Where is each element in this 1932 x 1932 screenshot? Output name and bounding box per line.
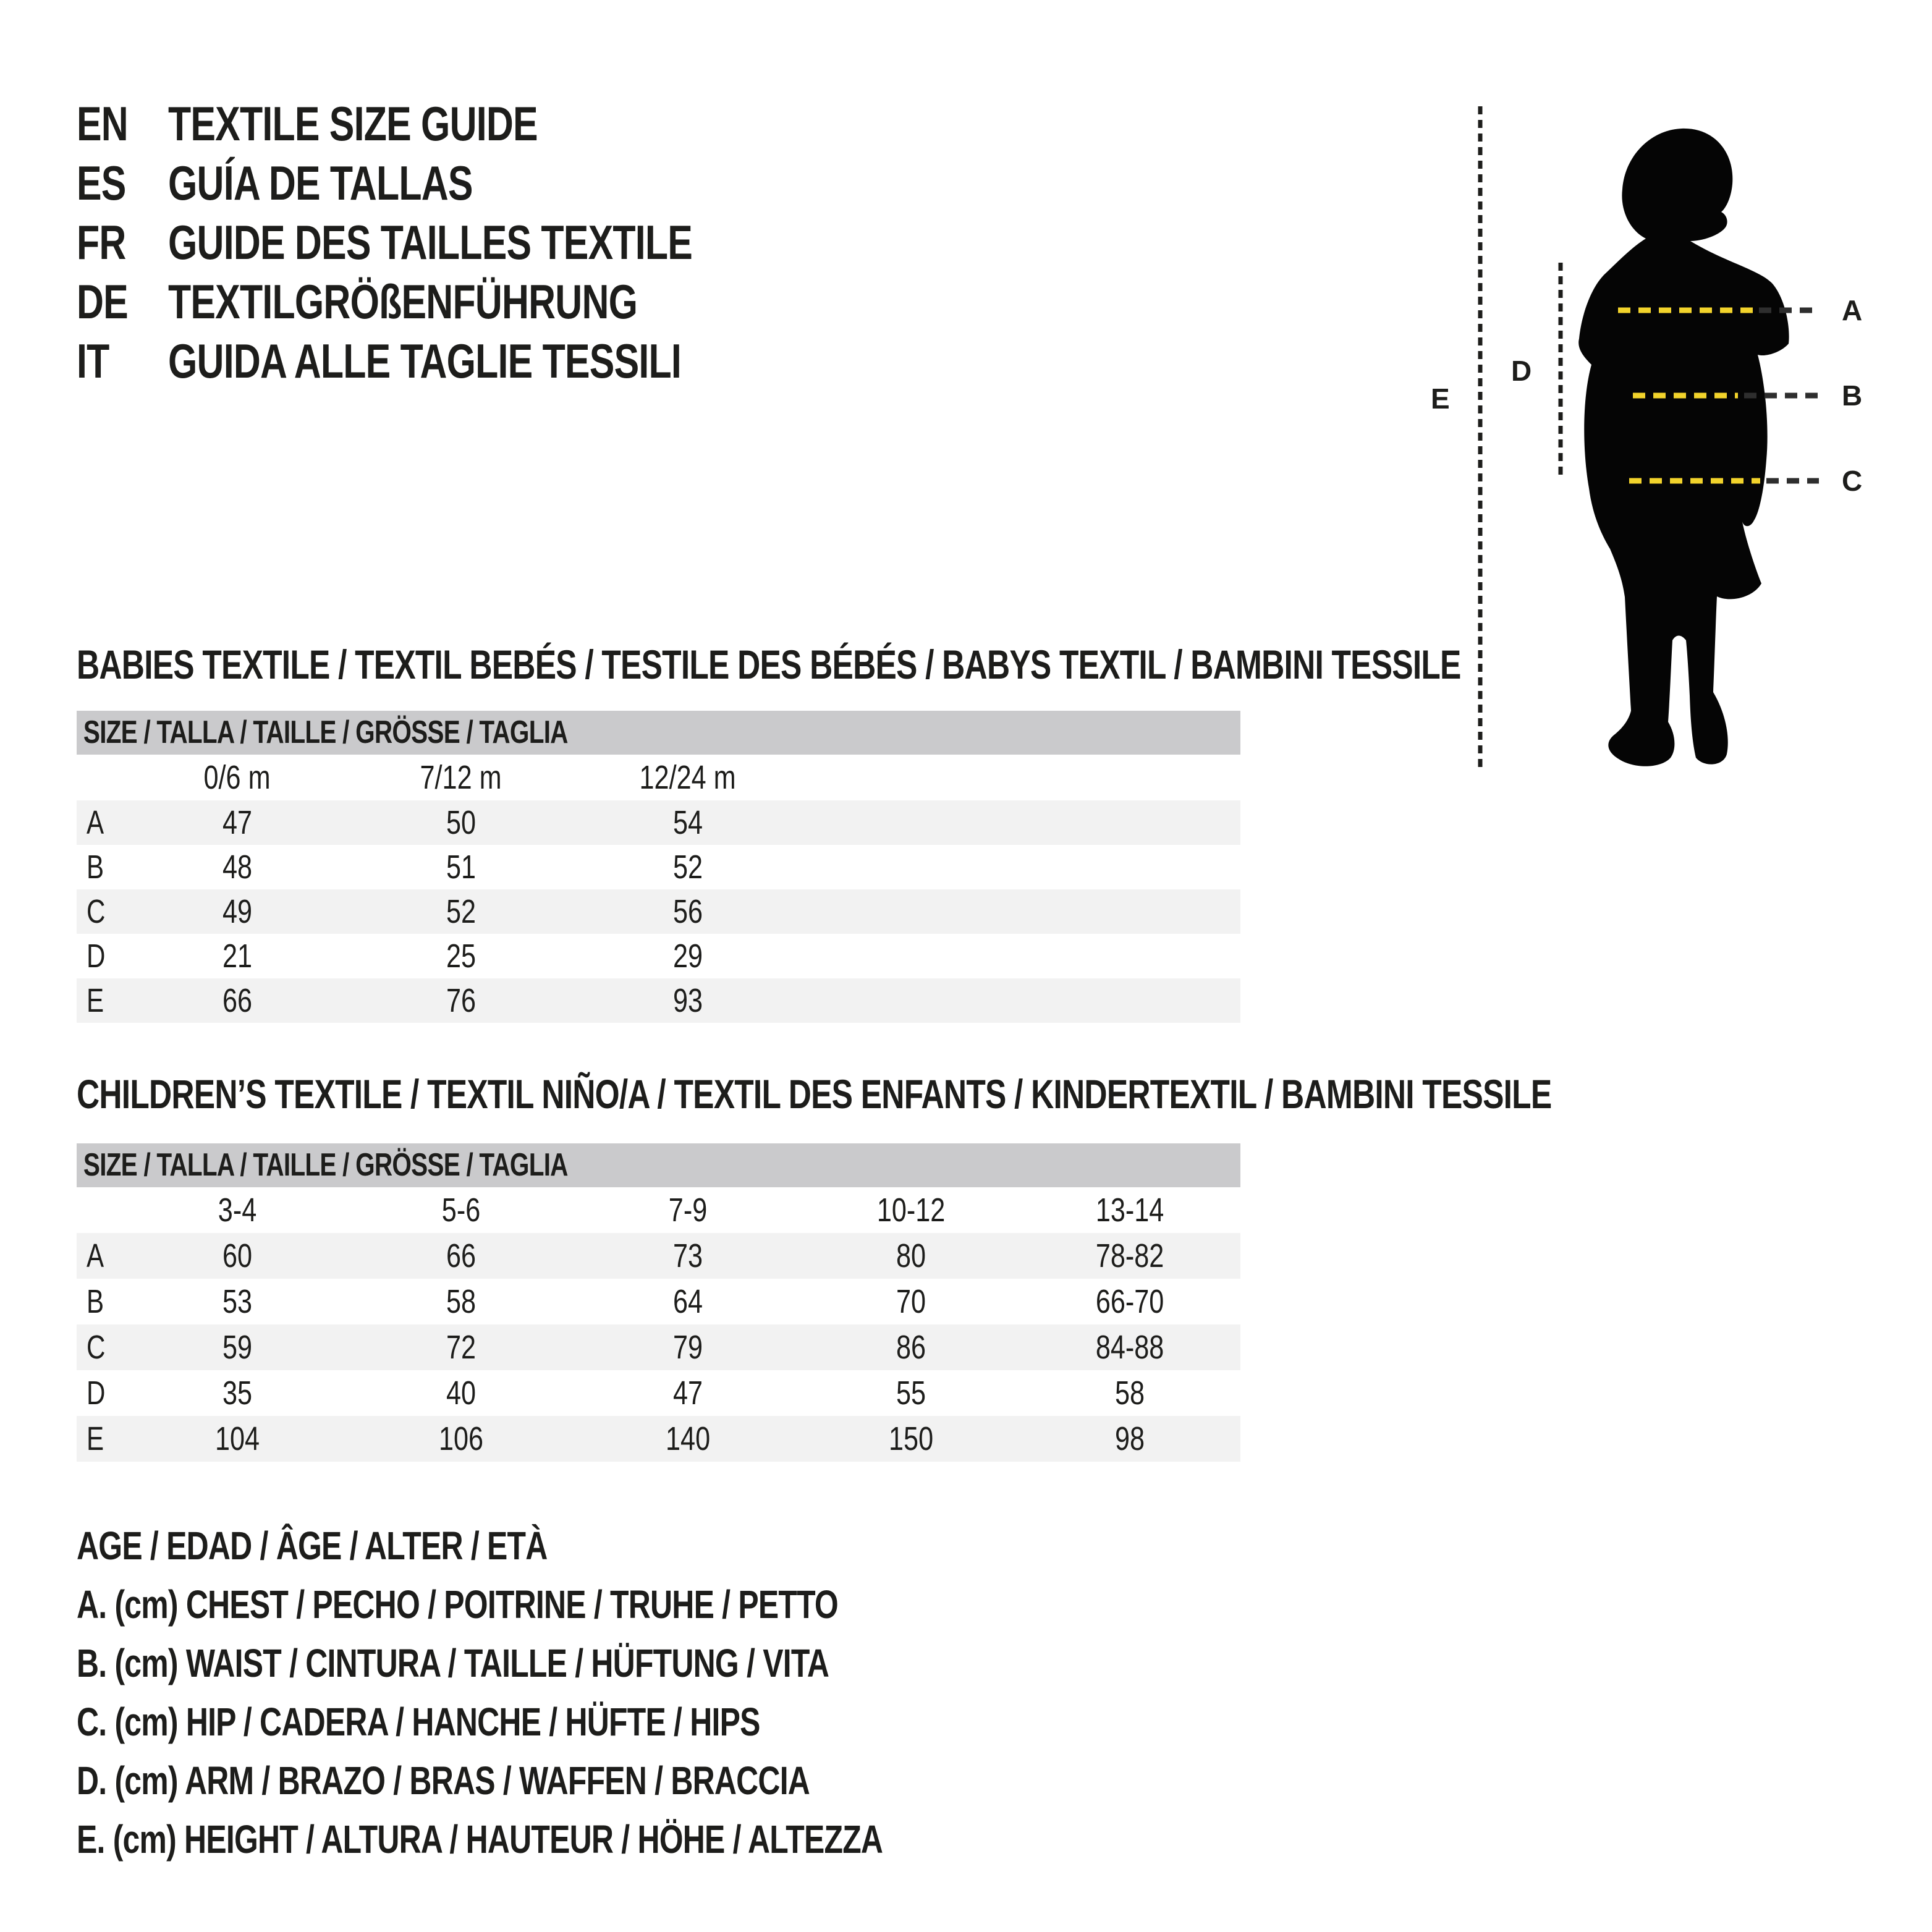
- figure-label-d: D: [1511, 355, 1532, 387]
- table-row: A 47 50 54: [77, 800, 1240, 845]
- children-size-header-bar: SIZE / TALLA / TAILLE / GRÖSSE / TAGLIA: [77, 1143, 1240, 1187]
- lang-row-es: [77, 153, 840, 213]
- lang-title-es: GUÍA DE TALLAS: [168, 156, 473, 210]
- figure-label-c: C: [1842, 465, 1863, 497]
- babies-size-table: [77, 755, 1240, 1023]
- lang-title-fr: GUIDE DES TAILLES TEXTILE: [168, 215, 693, 269]
- children-column-header-row: [77, 1187, 1240, 1233]
- babies-col-0-6m: 0/6 m: [203, 759, 271, 796]
- babies-size-header-bar: SIZE / TALLA / TAILLE / GRÖSSE / TAGLIA: [77, 711, 1240, 755]
- legend-hip: C. (cm) HIP / CADERA / HANCHE / HÜFTE / HIPS: [77, 1700, 760, 1744]
- babies-section-heading: BABIES TEXTILE / TEXTIL BEBÉS / TESTILE DES BÉBÉS / BABYS TEXTIL / BAMBINI TESSILE: [77, 642, 1461, 687]
- legend-height: E. (cm) HEIGHT / ALTURA / HAUTEUR / HÖHE / ALTEZZA: [77, 1817, 883, 1862]
- measurement-legend: [77, 1517, 1110, 1869]
- legend-chest: A. (cm) CHEST / PECHO / POITRINE / TRUHE / PETTO: [77, 1582, 838, 1627]
- table-row: D 21 25 29: [87, 938, 703, 975]
- lang-code-en: EN: [77, 96, 128, 151]
- lang-code-fr: FR: [77, 215, 126, 269]
- child-measurement-diagram: [1409, 74, 1932, 816]
- lang-row-de: [77, 272, 840, 331]
- lang-title-de: TEXTILGRÖßENFÜHRUNG: [168, 274, 638, 329]
- children-col-10-12: 10-12: [876, 1192, 946, 1229]
- children-section-heading: CHILDREN’S TEXTILE / TEXTIL NIÑO/A / TEXTIL DES ENFANTS / KINDERTEXTIL / BAMBINI TESSILE: [77, 1071, 1552, 1117]
- lang-title-it: GUIDA ALLE TAGLIE TESSILI: [168, 334, 682, 388]
- children-col-3-4: 3-4: [218, 1192, 257, 1229]
- babies-col-12-24m: 12/24 m: [639, 759, 737, 796]
- figure-label-b: B: [1842, 379, 1863, 412]
- table-row: E 66 76 93: [77, 978, 1240, 1023]
- lang-code-it: IT: [77, 334, 109, 388]
- lang-title-en: TEXTILE SIZE GUIDE: [168, 96, 538, 151]
- lang-row-en: [77, 94, 840, 153]
- lang-code-de: DE: [77, 274, 128, 329]
- figure-label-a: A: [1842, 294, 1863, 326]
- table-row: A 60 66 73 80 78-82: [77, 1233, 1240, 1279]
- table-row: B 53 58 64 70 66-70: [87, 1283, 1164, 1320]
- lang-code-es: ES: [77, 156, 126, 210]
- legend-waist: B. (cm) WAIST / CINTURA / TAILLE / HÜFTUNG / VITA: [77, 1641, 829, 1685]
- babies-column-header-row: [77, 755, 1240, 800]
- legend-age: AGE / EDAD / ÂGE / ALTER / ETÀ: [77, 1523, 548, 1568]
- lang-row-fr: [77, 213, 840, 272]
- children-col-7-9: 7-9: [668, 1192, 708, 1229]
- children-col-5-6: 5-6: [441, 1192, 481, 1229]
- table-row: B 48 51 52: [87, 849, 703, 886]
- table-row: D 35 40 47 55 58: [87, 1375, 1145, 1412]
- legend-arm: D. (cm) ARM / BRAZO / BRAS / WAFFEN / BRACCIA: [77, 1758, 810, 1803]
- children-col-13-14: 13-14: [1096, 1192, 1164, 1229]
- language-header: [77, 94, 840, 391]
- table-row: C 59 72 79 86 84-88: [77, 1324, 1240, 1370]
- lang-row-it: [77, 331, 840, 391]
- table-row: C 49 52 56: [77, 889, 1240, 934]
- table-row: E 104 106 140 150 98: [77, 1416, 1240, 1462]
- figure-label-e: E: [1431, 383, 1450, 415]
- children-size-table: [77, 1187, 1240, 1462]
- babies-col-7-12m: 7/12 m: [420, 759, 502, 796]
